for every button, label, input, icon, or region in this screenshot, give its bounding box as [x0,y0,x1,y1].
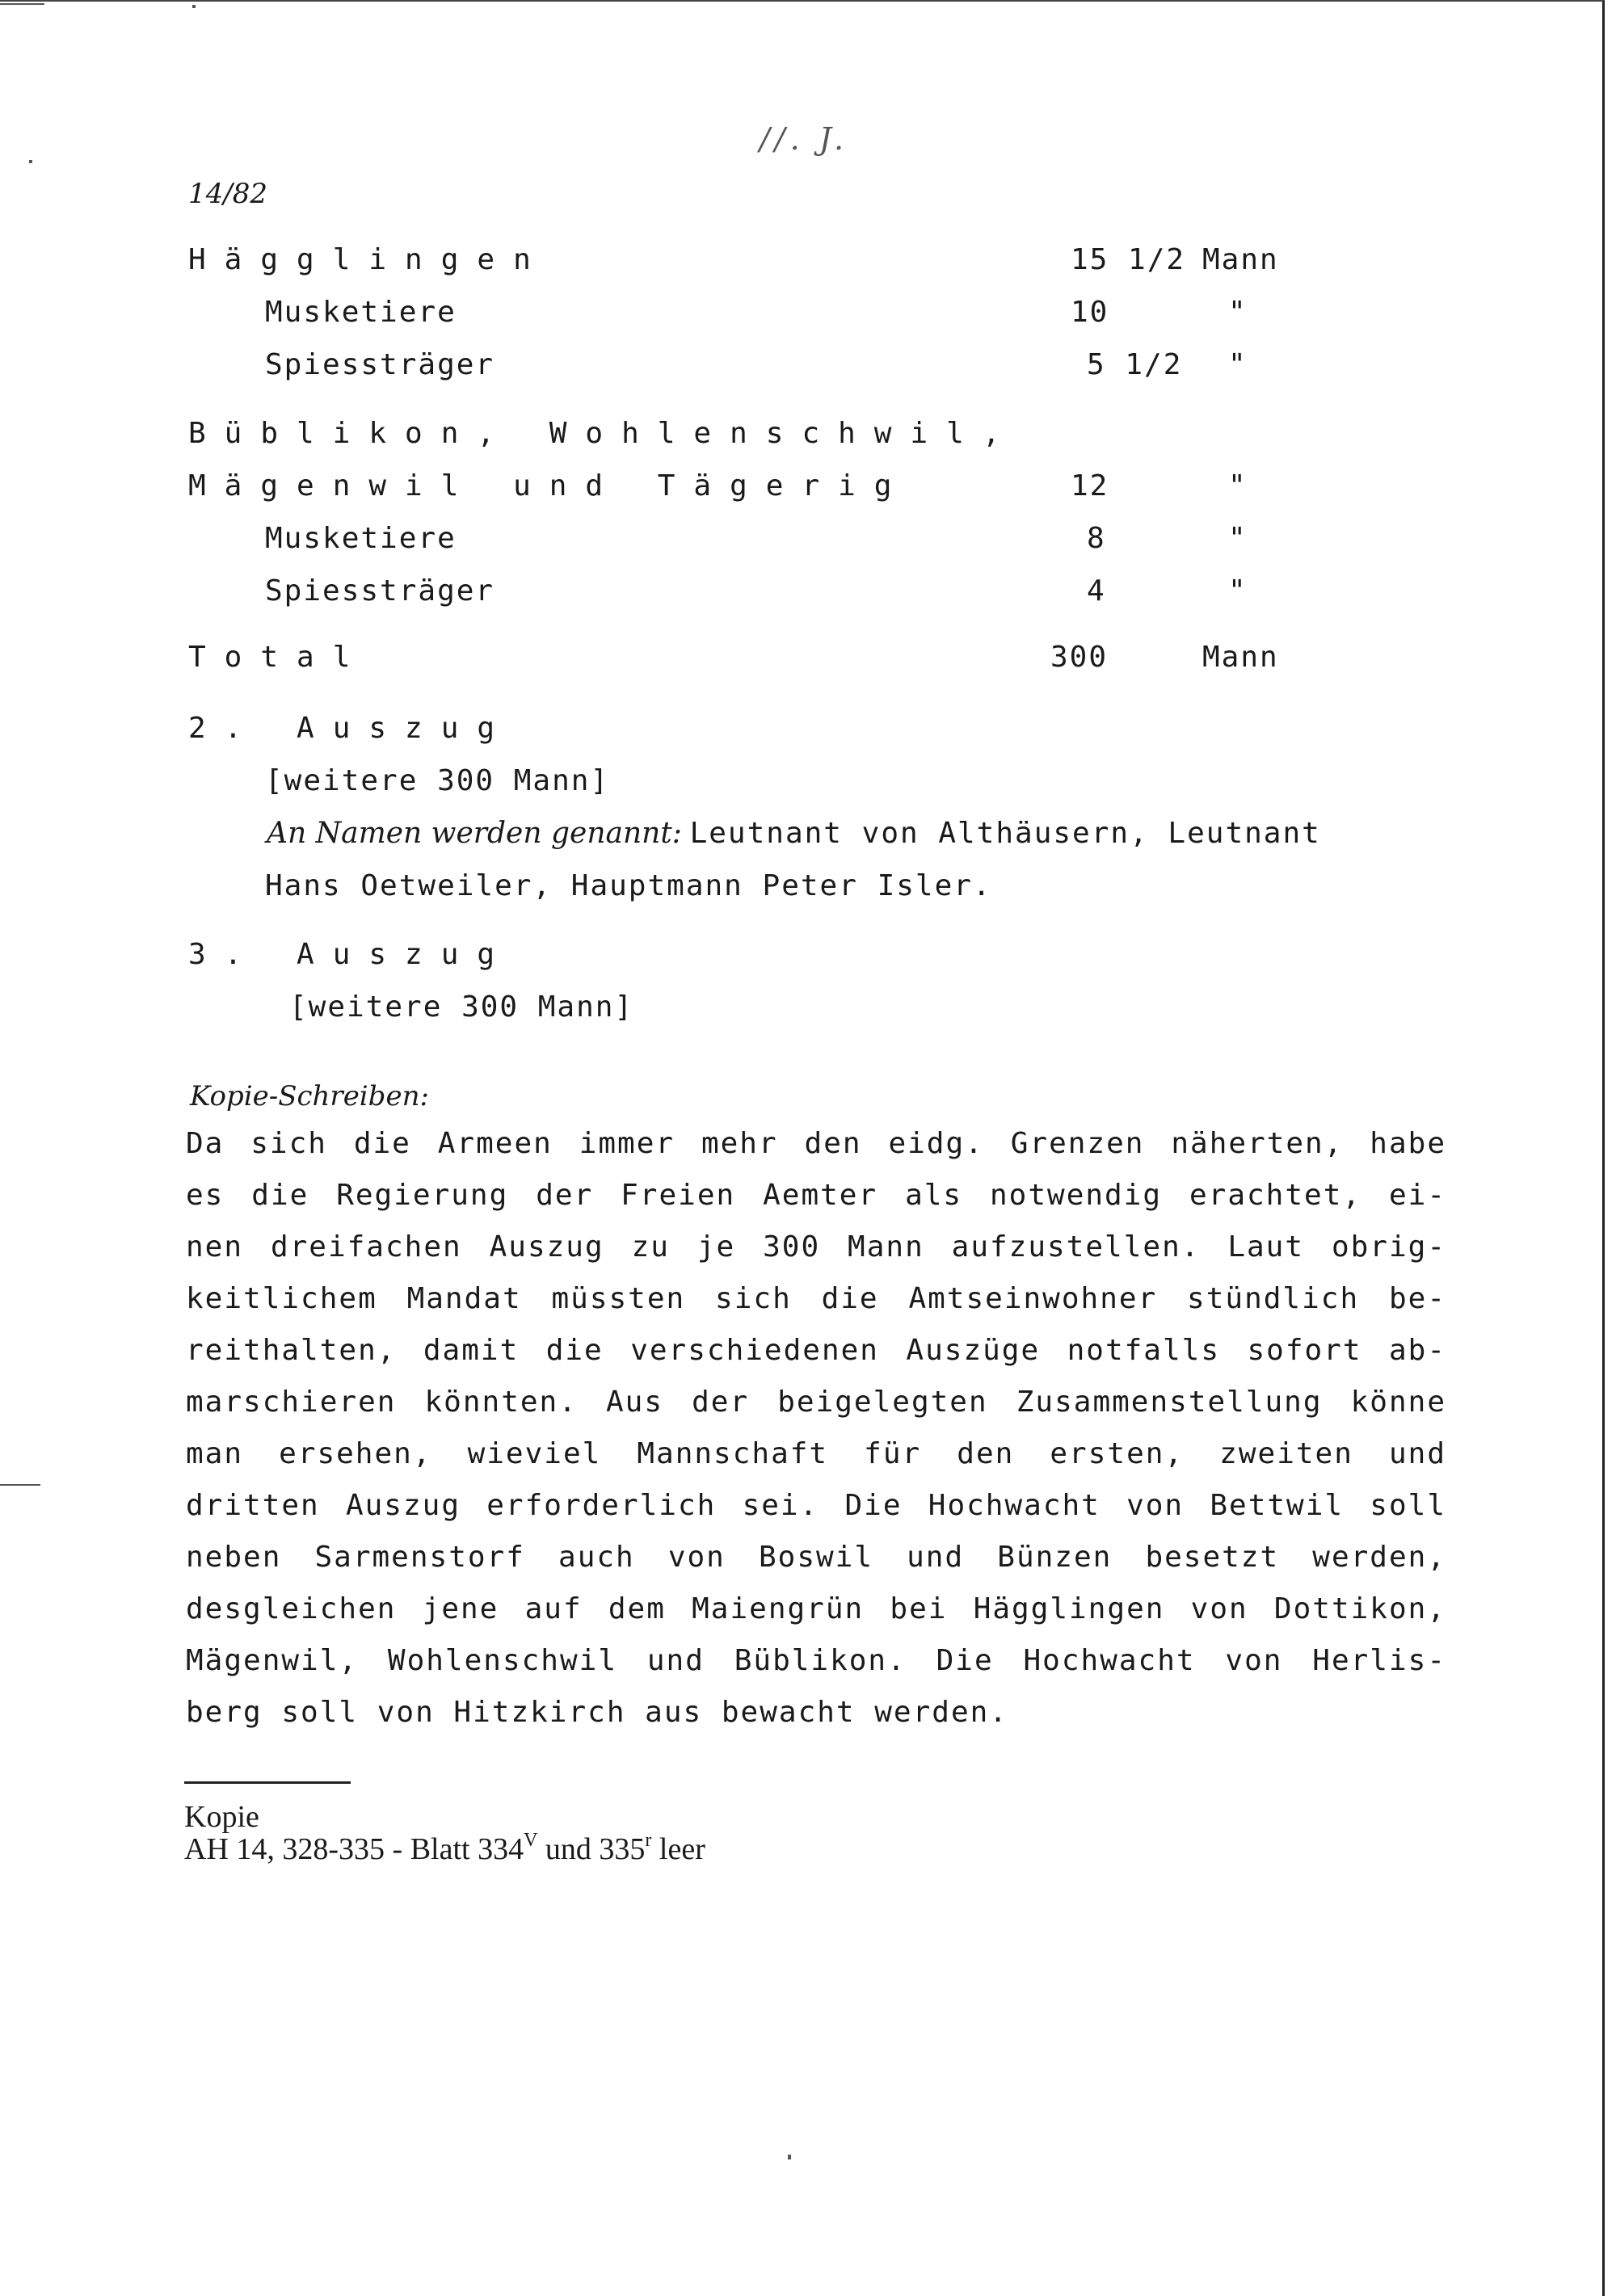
roster-place: Mägenwil und Tägerig [188,469,911,503]
roster-qty: 15 1/2 [1071,243,1186,276]
footnote-rule [184,1781,351,1784]
paragraph-line: dritten Auszug erforderlich sei. Die Hochwacht von Bettwil soll [186,1489,1446,1522]
copy-letter-body [186,1118,1446,1739]
edge-dot [192,5,196,8]
source-sup-recto: r [645,1830,652,1851]
roster-unit: " [1228,574,1248,608]
roster-sub: Spiessträger [265,574,495,608]
roster-qty: 12 [1071,469,1109,503]
roster-place: Hägglingen [188,243,549,276]
paragraph-line: desgleichen jene auf dem Maiengrün bei Hägglingen von Dottikon, [186,1592,1446,1625]
roster-unit: " [1228,296,1248,329]
footnote-label: Kopie [184,1800,259,1834]
paragraph-line: Da sich die Armeen immer mehr den eidg. Grenzen näherten, habe [186,1127,1446,1160]
section-heading: 3. Auszug [188,938,514,971]
paragraph-line: es die Regierung der Freien Aemter als notwendig erachtet, ei- [186,1179,1446,1212]
source-prefix: AH 14, 328-335 - Blatt 334 [184,1832,524,1866]
handwritten-mark: //. J. [760,121,849,157]
roster-qty: 4 [1087,574,1106,608]
roster-unit: " [1228,522,1248,555]
roster-total: Total [188,641,369,674]
names-intro: An Namen werden genannt: [267,817,682,850]
names-line [267,816,1321,852]
paragraph-line: berg soll von Hitzkirch aus bewacht werden. [186,1696,1008,1729]
paragraph-line: man ersehen, wieviel Mannschaft für den ersten, zweiten und [186,1437,1446,1470]
roster-unit: Mann [1202,243,1279,276]
section-note: [weitere 300 Mann] [289,990,634,1024]
footnote-source [184,1831,705,1867]
source-mid: und 335 [537,1832,646,1866]
section-heading: 2. Auszug [188,712,514,745]
roster-sub: Musketiere [265,522,457,555]
section-note: [weitere 300 Mann] [265,764,610,797]
page-reference: 14/82 [188,178,267,210]
paragraph-line: keitlichem Mandat müssten sich die Amtseinwohner stündlich be- [186,1282,1446,1315]
paragraph-line: neben Sarmenstorf auch von Boswil und Bünzen besetzt werden, [186,1541,1446,1574]
margin-dash [0,1484,40,1486]
roster-qty: 8 [1087,522,1106,555]
roster-sub: Musketiere [265,296,457,329]
roster-unit: " [1228,348,1248,381]
roster-qty: 300 [1050,641,1109,674]
roster-sub: Spiessträger [265,348,495,381]
bottom-dot [788,2155,791,2159]
roster-unit: Mann [1202,641,1279,674]
paragraph-line: nen dreifachen Auszug zu je 300 Mann aufzustellen. Laut obrig- [186,1230,1446,1264]
copy-letter-heading: Kopie-Schreiben: [190,1080,429,1112]
roster-qty: 5 1/2 [1087,348,1183,381]
roster-place: Büblikon, Wohlenschwil, [188,417,1019,450]
names-line-2: Hans Oetweiler, Hauptmann Peter Isler. [265,869,992,902]
margin-dot [29,160,32,163]
paragraph-line: reithalten, damit die verschiedenen Auszüge notfalls sofort ab- [186,1334,1446,1367]
source-suffix: leer [651,1832,705,1866]
names-text: Leutnant von Althäusern, Leutnant [689,817,1321,850]
roster-qty: 10 [1071,296,1109,329]
roster-unit: " [1228,469,1248,503]
paragraph-line: marschieren könnten. Aus der beigelegten Zusammenstellung könne [186,1386,1446,1419]
edge-mark [0,3,44,5]
source-sup-verso: V [524,1830,538,1851]
paragraph-line: Mägenwil, Wohlenschwil und Büblikon. Die Hochwacht von Herlis- [186,1644,1446,1677]
